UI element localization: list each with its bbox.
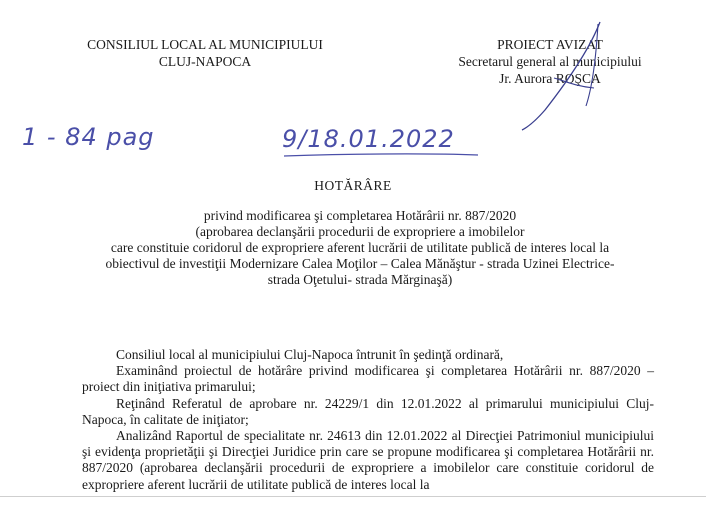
issuer-header xyxy=(60,36,350,70)
issuer-line-1: CONSILIUL LOCAL AL MUNICIPIULUI xyxy=(87,37,323,52)
subject-line-3: care constituie coridorul de expropriere aferent lucrării de utilitate publică de interes local la xyxy=(110,240,610,255)
approval-line-2: Secretarul general al municipiului xyxy=(458,54,642,69)
subject-line-4: obiectivul de investiţii Modernizare Calea Moţilor – Calea Mănăştur - strada Uzinei Electrice- xyxy=(105,256,615,271)
issuer-line-2: CLUJ-NAPOCA xyxy=(158,54,252,69)
registration-underline xyxy=(282,150,482,160)
document-body xyxy=(82,347,654,493)
document-title: HOTĂRÂRE xyxy=(314,178,392,193)
subject-line-5: strada Oţetului- strada Mărginaşă) xyxy=(267,272,453,287)
paragraph-examining: Examinând proiectul de hotărâre privind modificarea şi completarea Hotărârii nr. 887/2020 – proiect din iniţiativa primarului; xyxy=(82,363,654,395)
approval-line-3: Jr. Aurora ROŞCA xyxy=(499,71,601,86)
handwritten-page-count: 1 - 84 pag xyxy=(22,123,155,151)
paragraph-referat: Reţinând Referatul de aprobare nr. 24229/1 din 12.01.2022 al primarului municipiului Cluj-Napoca, în calitate de iniţiator; xyxy=(82,395,654,427)
subject-line-1: privind modificarea şi completarea Hotărârii nr. 887/2020 xyxy=(203,208,517,223)
document-subject xyxy=(80,208,640,288)
subject-line-2: (aprobarea declanşării procedurii de expropriere a imobilelor xyxy=(195,224,525,239)
paragraph-report: Analizând Raportul de specialitate nr. 24613 din 12.01.2022 al Direcţiei Patrimoniul municipiului şi evidenţa proprietăţii şi Direcţiei Juridice prin care se propune modificarea şi completarea Hotărârii nr. 887/2020 (aprobarea declanşării procedurii de expropriere a imobilelor care constituie coridorul de expropriere aferent lucrării de utilitate publică de interes local la xyxy=(82,428,654,492)
handwritten-signature xyxy=(500,18,620,138)
approval-line-1: PROIECT AVIZAT xyxy=(497,37,603,52)
page-edge xyxy=(0,496,706,497)
paragraph-council: Consiliul local al municipiului Cluj-Napoca întrunit în şedinţă ordinară, xyxy=(116,347,504,362)
handwritten-registration: 9/18.01.2022 xyxy=(282,125,455,153)
